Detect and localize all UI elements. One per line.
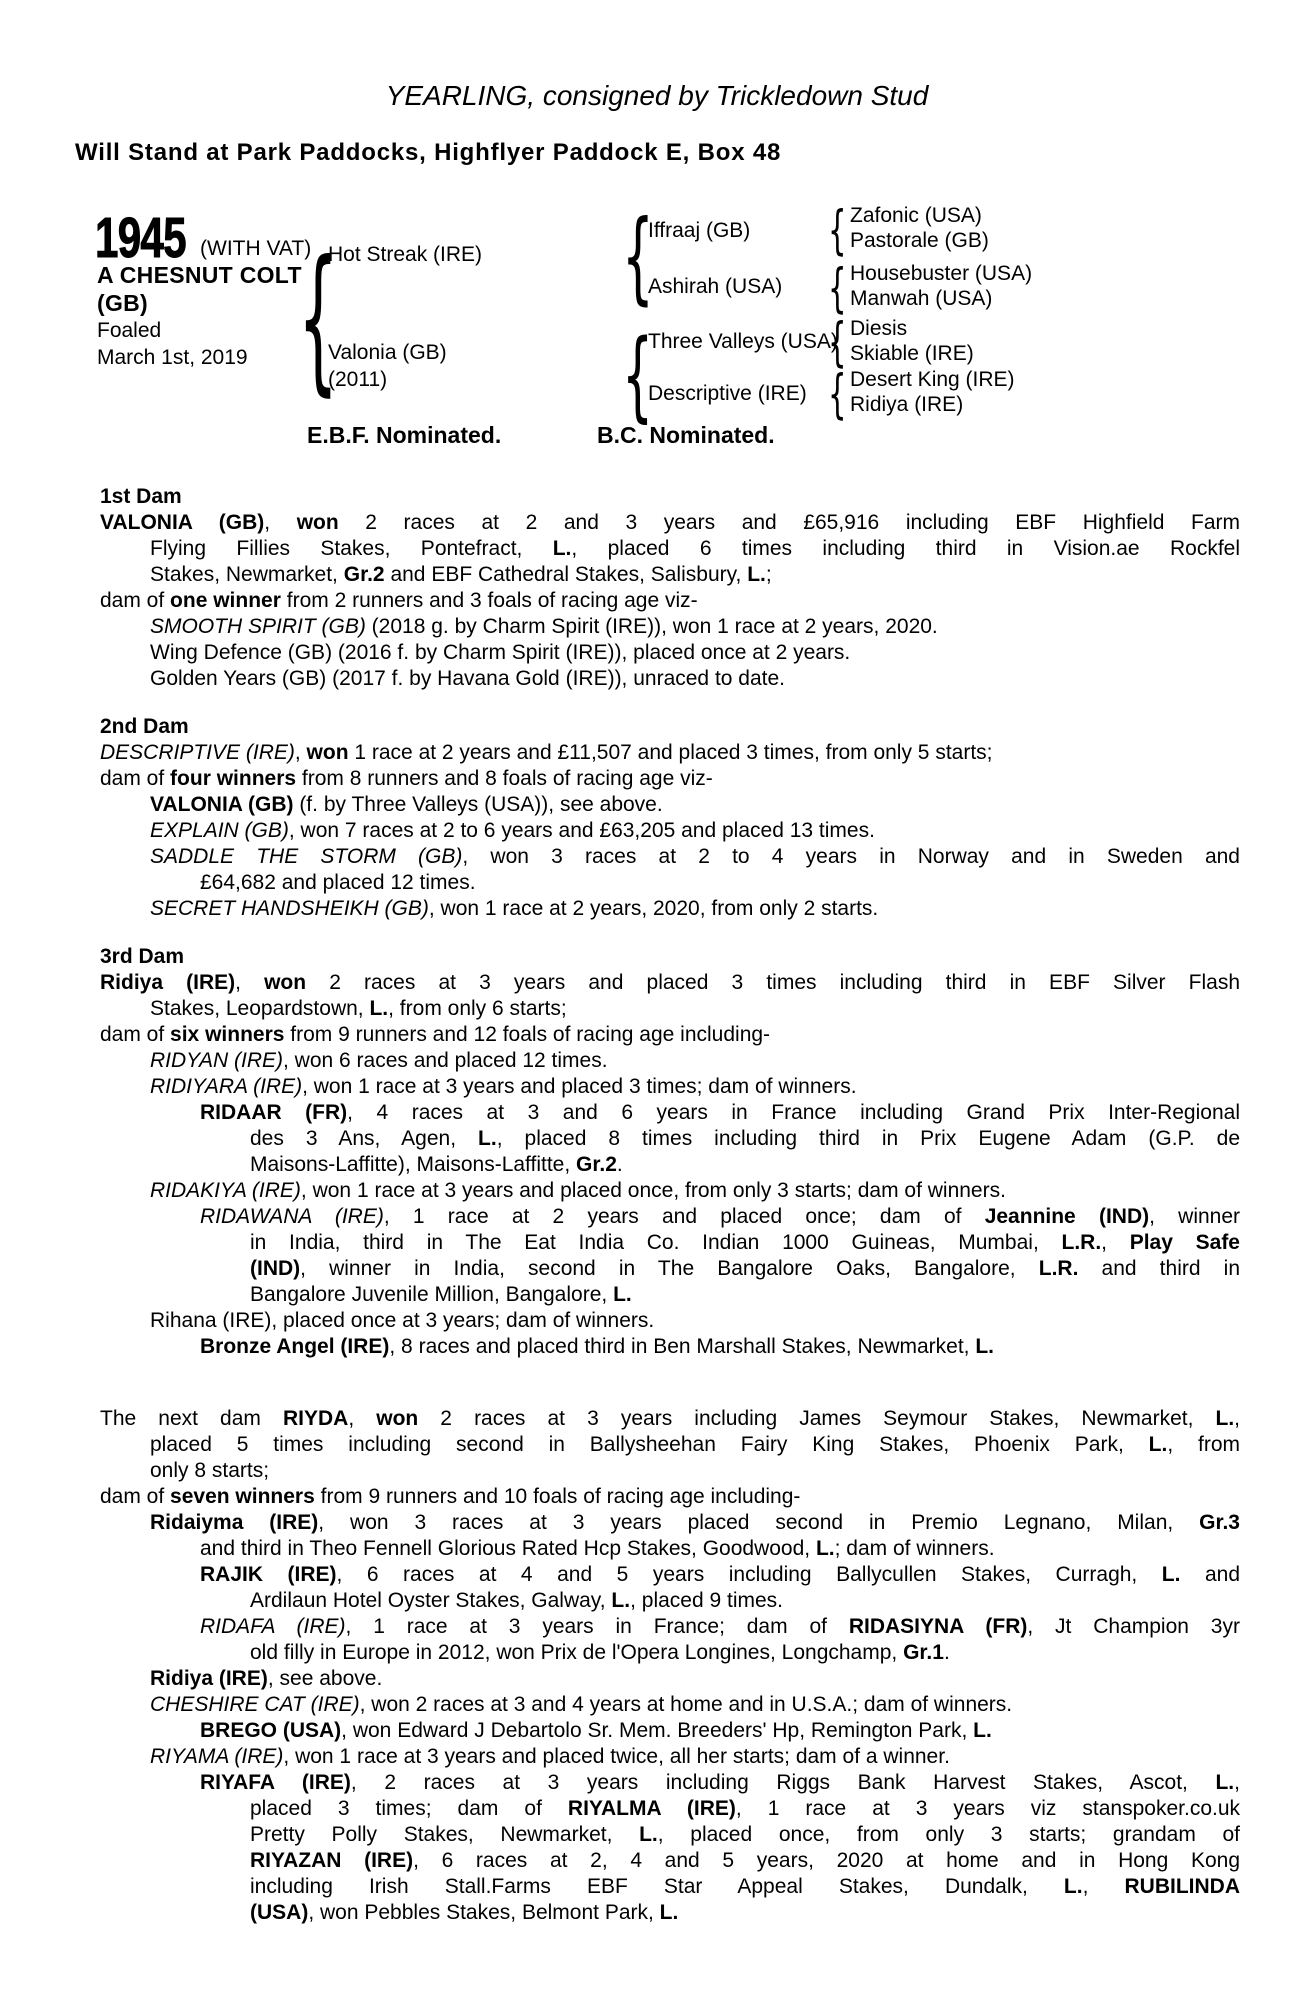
- text-run: , won 7 races at 2 to 6 years and £63,205 and placed 13 times.: [288, 819, 875, 842]
- text-run: 2 races at 3 years and placed 3 times including third in EBF Silver Flash: [306, 971, 1240, 994]
- text-run: ,: [264, 511, 297, 534]
- text-line: [100, 1406, 1240, 1432]
- text-line: [100, 510, 1240, 536]
- text-run: RIYAFA (IRE): [200, 1771, 351, 1794]
- text-run: and third in: [1078, 1257, 1240, 1280]
- pedigree-paragraph: [100, 1484, 1240, 1510]
- text-line: [200, 1562, 1240, 1588]
- text-line: [250, 1900, 1240, 1926]
- text-run: RIDIYARA (IRE): [150, 1075, 303, 1098]
- text-line: [150, 614, 1240, 640]
- pedigree-paragraph: [100, 1048, 1240, 1074]
- text-run: dam of: [100, 589, 171, 612]
- dam-sire-name: Three Valleys (USA): [648, 330, 838, 353]
- text-run: won: [296, 511, 339, 534]
- pedigree-paragraph: [100, 1510, 1240, 1562]
- pedigree-paragraph: [100, 896, 1240, 922]
- text-run: The next dam: [100, 1407, 283, 1430]
- text-run: RIYDA: [282, 1407, 349, 1430]
- text-line: [100, 588, 1240, 614]
- text-line: [150, 1510, 1240, 1536]
- text-run: (USA): [250, 1901, 309, 1924]
- text-line: [200, 1204, 1240, 1230]
- text-line: [150, 666, 1240, 692]
- text-run: RIYALMA (IRE): [567, 1797, 736, 1820]
- pedigree-paragraph: [100, 1204, 1240, 1308]
- text-run: RUBILINDA: [1124, 1875, 1241, 1898]
- text-run: ; dam of winners.: [834, 1537, 995, 1560]
- text-run: placed 3 times; dam of: [250, 1797, 568, 1820]
- pedigree-paragraph: [100, 970, 1240, 1022]
- text-run: , won 3 races at 3 years placed second in Premio Legnano, Milan,: [318, 1511, 1200, 1534]
- text-line: [100, 970, 1240, 996]
- text-run: Ridiya (IRE): [150, 1667, 268, 1690]
- text-run: Gr.2: [343, 563, 385, 586]
- text-run: only 8 starts;: [150, 1459, 270, 1482]
- text-run: , won 6 races and placed 12 times.: [283, 1049, 608, 1072]
- text-run: from 9 runners and 12 foals of racing age including-: [284, 1023, 771, 1046]
- pedigree-paragraph: [100, 740, 1240, 766]
- dam-sire-dam-name: Skiable (IRE): [850, 342, 974, 365]
- text-run: , see above.: [267, 1667, 383, 1690]
- text-run: ,: [1101, 1231, 1130, 1254]
- text-run: dam of: [100, 767, 171, 790]
- text-run: six winners: [170, 1023, 285, 1046]
- text-run: seven winners: [170, 1485, 315, 1508]
- text-run: 2 races at 3 years including James Seymour Stakes, Newmarket,: [418, 1407, 1216, 1430]
- text-run: L.: [815, 1537, 835, 1560]
- lot-number: 1945: [95, 206, 186, 270]
- text-line: [200, 870, 1240, 896]
- text-line: [150, 1308, 1240, 1334]
- dam-name: Valonia (GB): [328, 341, 447, 364]
- foaled-label: Foaled: [97, 319, 162, 342]
- pedigree-brace-dam-dam: {: [828, 364, 847, 425]
- text-run: in India, third in The Eat India Co. Indian 1000 Guineas, Mumbai,: [250, 1231, 1062, 1254]
- text-line: [250, 1256, 1240, 1282]
- text-run: .: [616, 1153, 623, 1176]
- text-line: [250, 1640, 1240, 1666]
- text-line: [100, 766, 1240, 792]
- text-run: RIDAWANA (IRE): [200, 1205, 384, 1228]
- text-run: , won 2 races at 3 and 4 years at home and in U.S.A.; dam of winners.: [359, 1693, 1013, 1716]
- text-run: , winner: [1149, 1205, 1241, 1228]
- text-line: [250, 1848, 1240, 1874]
- text-run: , won 1 race at 3 years and placed twice, all her starts; dam of a winner.: [283, 1745, 950, 1768]
- text-run: Rihana (IRE), placed once at 3 years; dam of winners.: [150, 1309, 655, 1332]
- text-run: old filly in Europe in 2012, won Prix de l'Opera Longines, Longchamp,: [250, 1641, 904, 1664]
- sire-sire-dam-name: Pastorale (GB): [850, 229, 989, 252]
- dam-dam-dam-name: Ridiya (IRE): [850, 393, 964, 416]
- text-line: [150, 562, 1240, 588]
- text-run: , 6 races at 4 and 5 years including Ballycullen Stakes, Curragh,: [336, 1563, 1162, 1586]
- text-line: [150, 1458, 1240, 1484]
- text-run: won: [264, 971, 307, 994]
- text-run: L.: [975, 1335, 995, 1358]
- text-run: SECRET HANDSHEIKH (GB): [150, 897, 429, 920]
- text-run: from 8 runners and 8 foals of racing age viz-: [296, 767, 713, 790]
- pedigree-brace-main: {: [298, 227, 339, 411]
- pedigree-paragraph: [100, 510, 1240, 588]
- foaled-date: March 1st, 2019: [97, 346, 248, 369]
- text-run: L.: [1161, 1563, 1181, 1586]
- text-run: , won Edward J Debartolo Sr. Mem. Breeders' Hp, Remington Park,: [341, 1719, 974, 1742]
- pedigree-brace-dam: {: [622, 319, 654, 433]
- text-run: , 1 race at 3 years in France; dam of: [345, 1615, 849, 1638]
- pedigree-paragraph: [100, 1718, 1240, 1744]
- text-run: L.: [639, 1823, 658, 1846]
- pedigree-paragraph: [100, 1770, 1240, 1926]
- text-run: EXPLAIN (GB): [150, 819, 289, 842]
- text-run: dam of: [100, 1023, 171, 1046]
- pedigree-paragraph: [100, 844, 1240, 896]
- pedigree-paragraph: [100, 1406, 1240, 1484]
- text-line: [150, 844, 1240, 870]
- pedigree-text: [100, 484, 1240, 1926]
- stand-location-heading: Will Stand at Park Paddocks, Highflyer Paddock E, Box 48: [75, 139, 782, 166]
- text-run: CHESHIRE CAT (IRE): [150, 1693, 360, 1716]
- text-line: [200, 1536, 1240, 1562]
- text-line: [250, 1874, 1240, 1900]
- text-run: , 6 races at 2, 4 and 5 years, 2020 at home and in Hong Kong: [413, 1849, 1240, 1872]
- text-run: and EBF Cathedral Stakes, Salisbury,: [384, 563, 748, 586]
- text-run: L.R.: [1038, 1257, 1079, 1280]
- pedigree-paragraph: [100, 1744, 1240, 1770]
- sire-dam-name: Ashirah (USA): [648, 275, 783, 298]
- sire-sire-sire-name: Zafonic (USA): [850, 204, 982, 227]
- text-run: , won 1 race at 3 years and placed once, from only 3 starts; dam of winners.: [300, 1179, 1006, 1202]
- dam-sire-sire-name: Diesis: [850, 317, 908, 340]
- dam-section: [100, 1406, 1240, 1926]
- sire-name: Hot Streak (IRE): [328, 243, 483, 266]
- pedigree-brace-sire-sire: {: [828, 200, 847, 261]
- pedigree-paragraph: [100, 818, 1240, 844]
- text-run: ,: [1082, 1875, 1125, 1898]
- text-run: Golden Years (GB) (2017 f. by Havana Gold (IRE)), unraced to date.: [150, 667, 786, 690]
- text-line: [250, 1822, 1240, 1848]
- text-line: [150, 640, 1240, 666]
- text-line: [200, 1614, 1240, 1640]
- text-run: , 1 race at 2 years and placed once; dam of: [383, 1205, 985, 1228]
- text-run: RIYAZAN (IRE): [250, 1849, 414, 1872]
- pedigree-paragraph: [100, 1666, 1240, 1692]
- text-run: Ardilaun Hotel Oyster Stakes, Galway,: [250, 1589, 612, 1612]
- text-line: [200, 1718, 1240, 1744]
- text-line: [150, 1744, 1240, 1770]
- text-run: L.: [659, 1901, 679, 1924]
- dam-dam-sire-name: Desert King (IRE): [850, 368, 1015, 391]
- text-run: , won 3 races at 2 to 4 years in Norway and in Sweden and: [462, 845, 1240, 868]
- text-line: [250, 1796, 1240, 1822]
- text-run: won: [376, 1407, 419, 1430]
- text-run: four winners: [170, 767, 297, 790]
- text-run: 1 race at 2 years and £11,507 and placed 3 times, from only 5 starts;: [348, 741, 993, 764]
- dam-year: (2011): [328, 368, 388, 391]
- text-run: RIDYAN (IRE): [150, 1049, 284, 1072]
- text-run: RIDAFA (IRE): [200, 1615, 346, 1638]
- text-line: [100, 1022, 1240, 1048]
- text-run: Gr.1: [903, 1641, 944, 1664]
- text-run: Bangalore Juvenile Million, Bangalore,: [250, 1283, 614, 1306]
- text-run: from 2 runners and 3 foals of racing age viz-: [280, 589, 698, 612]
- pedigree-paragraph: [100, 666, 1240, 692]
- bc-nominated: B.C. Nominated.: [597, 422, 775, 448]
- text-run: one winner: [170, 589, 281, 612]
- sire-dam-sire-name: Housebuster (USA): [850, 262, 1033, 285]
- text-run: DESCRIPTIVE (IRE): [100, 741, 295, 764]
- text-line: [150, 896, 1240, 922]
- text-run: VALONIA (GB): [100, 511, 265, 534]
- text-run: L.: [369, 997, 389, 1020]
- section-heading: 2nd Dam: [100, 715, 189, 738]
- dam-section: [100, 714, 1240, 922]
- text-line: [250, 1126, 1240, 1152]
- text-run: won: [306, 741, 349, 764]
- text-run: ,: [1234, 1407, 1241, 1430]
- text-run: , 2 races at 3 years including Riggs Bank Harvest Stakes, Ascot,: [350, 1771, 1216, 1794]
- text-run: ,: [1234, 1771, 1240, 1794]
- text-run: RIYAMA (IRE): [150, 1745, 284, 1768]
- text-line: [150, 996, 1240, 1022]
- text-line: [150, 1666, 1240, 1692]
- text-run: SMOOTH SPIRIT (GB): [150, 615, 366, 638]
- text-run: and: [1180, 1563, 1241, 1586]
- pedigree-paragraph: [100, 1074, 1240, 1100]
- text-line: [200, 1334, 1240, 1360]
- pedigree-paragraph: [100, 792, 1240, 818]
- text-run: , winner in India, second in The Bangalore Oaks, Bangalore,: [300, 1257, 1039, 1280]
- text-line: [150, 1048, 1240, 1074]
- text-run: ,: [294, 741, 307, 764]
- text-run: RIDASIYNA (FR): [848, 1615, 1028, 1638]
- text-run: L.: [1215, 1407, 1235, 1430]
- text-run: ,: [235, 971, 265, 994]
- sire-sire-name: Iffraaj (GB): [648, 219, 751, 242]
- pedigree-paragraph: [100, 1100, 1240, 1178]
- pedigree-paragraph: [100, 1692, 1240, 1718]
- text-run: Ridaiyma (IRE): [150, 1511, 319, 1534]
- horse-description-line1: A CHESNUT COLT: [97, 262, 302, 288]
- text-run: Gr.3: [1199, 1511, 1240, 1534]
- pedigree-brace-sire: {: [622, 198, 654, 315]
- text-run: RAJIK (IRE): [200, 1563, 337, 1586]
- text-line: [250, 1152, 1240, 1178]
- text-line: [100, 740, 1240, 766]
- text-run: L.: [613, 1283, 632, 1306]
- pedigree-paragraph: [100, 1178, 1240, 1204]
- text-run: placed 5 times including second in Ballysheehan Fairy King Stakes, Phoenix Park,: [150, 1433, 1149, 1456]
- pedigree-paragraph: [100, 1308, 1240, 1334]
- text-line: [150, 1178, 1240, 1204]
- dam-dam-name: Descriptive (IRE): [648, 382, 807, 405]
- text-run: Stakes, Leopardstown,: [150, 997, 370, 1020]
- text-run: Maisons-Laffitte), Maisons-Laffitte,: [250, 1153, 577, 1176]
- text-run: , Jt Champion 3yr: [1027, 1615, 1240, 1638]
- text-run: Ridiya (IRE): [100, 971, 236, 994]
- text-run: Wing Defence (GB) (2016 f. by Charm Spirit (IRE)), placed once at 2 years.: [150, 641, 851, 664]
- text-run: .: [943, 1641, 950, 1664]
- text-line: [200, 1100, 1240, 1126]
- text-run: L.: [1148, 1433, 1168, 1456]
- pedigree-brace-dam-sire: {: [828, 312, 847, 373]
- text-run: , won 1 race at 2 years, 2020, from only 2 starts.: [428, 897, 879, 920]
- pedigree-paragraph: [100, 766, 1240, 792]
- text-run: , placed 8 times including third in Prix Eugene Adam (G.P. de: [496, 1127, 1240, 1150]
- pedigree-paragraph: [100, 1022, 1240, 1048]
- text-line: [250, 1230, 1240, 1256]
- text-run: dam of: [100, 1485, 171, 1508]
- text-run: Bronze Angel (IRE): [200, 1335, 390, 1358]
- text-run: including Irish Stall.Farms EBF Star Appeal Stakes, Dundalk,: [250, 1875, 1064, 1898]
- text-run: (2018 g. by Charm Spirit (IRE)), won 1 race at 2 years, 2020.: [365, 615, 938, 638]
- text-run: , placed 9 times.: [630, 1589, 783, 1612]
- text-run: L.: [611, 1589, 631, 1612]
- text-run: from 9 runners and 10 foals of racing age including-: [314, 1485, 801, 1508]
- text-run: des 3 Ans, Agen,: [250, 1127, 479, 1150]
- text-run: L.: [973, 1719, 992, 1742]
- text-run: Play Safe: [1129, 1231, 1240, 1254]
- text-line: [250, 1282, 1240, 1308]
- pedigree-paragraph: [100, 1614, 1240, 1666]
- text-run: L.R.: [1061, 1231, 1102, 1254]
- text-run: BREGO (USA): [200, 1719, 342, 1742]
- dam-section: [100, 944, 1240, 1360]
- text-run: and third in Theo Fennell Glorious Rated Hcp Stakes, Goodwood,: [200, 1537, 816, 1560]
- pedigree-paragraph: [100, 588, 1240, 614]
- text-run: L.: [1063, 1875, 1083, 1898]
- text-run: ;: [765, 563, 772, 586]
- text-run: VALONIA (GB): [150, 793, 294, 816]
- text-line: [200, 1770, 1240, 1796]
- text-run: RIDAAR (FR): [200, 1101, 348, 1124]
- text-run: , from only 6 starts;: [388, 997, 567, 1020]
- pedigree-paragraph: [100, 1334, 1240, 1360]
- text-run: L.: [478, 1127, 497, 1150]
- text-run: , 1 race at 3 years viz stanspoker.co.uk: [735, 1797, 1241, 1820]
- horse-description-line2: (GB): [97, 290, 149, 316]
- text-run: SADDLE THE STORM (GB): [150, 845, 463, 868]
- pedigree-paragraph: [100, 640, 1240, 666]
- page-title: YEARLING, consigned by Trickledown Stud: [385, 80, 929, 111]
- text-run: Stakes, Newmarket,: [150, 563, 344, 586]
- text-run: , placed 6 times including third in Vision.ae Rockfel: [571, 537, 1240, 560]
- text-run: (IND): [250, 1257, 301, 1280]
- text-run: £64,682 and placed 12 times.: [200, 871, 476, 894]
- text-line: [150, 1692, 1240, 1718]
- text-line: [250, 1588, 1240, 1614]
- text-run: , won Pebbles Stakes, Belmont Park,: [308, 1901, 660, 1924]
- text-run: , from: [1167, 1433, 1240, 1456]
- text-run: Flying Fillies Stakes, Pontefract,: [150, 537, 553, 560]
- sire-dam-dam-name: Manwah (USA): [850, 287, 993, 310]
- text-run: L.: [552, 537, 572, 560]
- text-run: L.: [1215, 1771, 1235, 1794]
- text-run: Jeannine (IND): [984, 1205, 1150, 1228]
- text-run: Gr.2: [576, 1153, 617, 1176]
- dam-section: [100, 484, 1240, 692]
- text-line: [150, 1432, 1240, 1458]
- text-line: [100, 1484, 1240, 1510]
- pedigree-brace-sire-dam: {: [828, 258, 847, 319]
- text-run: L.: [747, 563, 766, 586]
- pedigree-paragraph: [100, 1562, 1240, 1614]
- text-run: RIDAKIYA (IRE): [150, 1179, 301, 1202]
- text-run: , 8 races and placed third in Ben Marshall Stakes, Newmarket,: [389, 1335, 976, 1358]
- text-run: (f. by Three Valleys (USA)), see above.: [293, 793, 663, 816]
- ebf-nominated: E.B.F. Nominated.: [307, 422, 502, 448]
- text-run: 2 races at 2 and 3 years and £65,916 including EBF Highfield Farm: [338, 511, 1241, 534]
- text-run: , 4 races at 3 and 6 years in France including Grand Prix Inter-Regional: [347, 1101, 1240, 1124]
- vat-note: (WITH VAT): [200, 237, 312, 260]
- text-line: [150, 1074, 1240, 1100]
- section-heading: 1st Dam: [100, 485, 182, 508]
- text-run: ,: [348, 1407, 377, 1430]
- text-line: [150, 792, 1240, 818]
- section-heading: 3rd Dam: [100, 945, 185, 968]
- text-run: , won 1 race at 3 years and placed 3 times; dam of winners.: [302, 1075, 857, 1098]
- text-run: , placed once, from only 3 starts; grandam of: [657, 1823, 1240, 1846]
- text-run: Pretty Polly Stakes, Newmarket,: [250, 1823, 640, 1846]
- text-line: [150, 818, 1240, 844]
- pedigree-paragraph: [100, 614, 1240, 640]
- text-line: [150, 536, 1240, 562]
